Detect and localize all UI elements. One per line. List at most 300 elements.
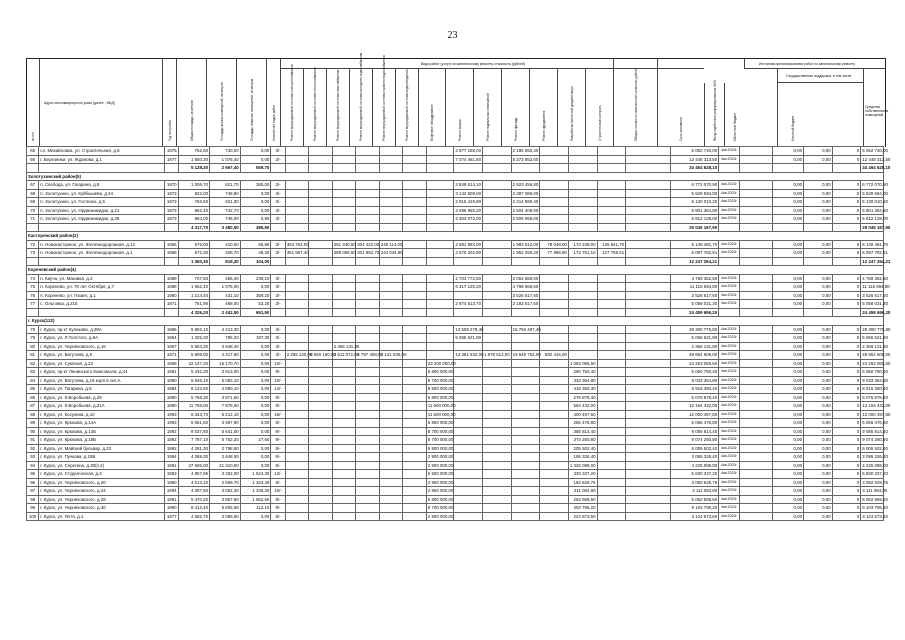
cell-e2 [309,453,333,462]
cell-e5 [379,495,403,504]
cell-x1 [626,359,671,368]
cell-a1: 1 214,40 [179,291,210,300]
cell-a3: 1 524,30 [240,470,271,479]
cell-t: 9/- [271,427,285,436]
cell-ctrl [597,385,626,394]
cell-e3 [332,444,356,453]
header-col-address [39,59,162,147]
cell-e1 [285,436,309,445]
header-label: Количество видов работ [271,104,276,141]
cell-a2: 4 413,30 [210,325,241,334]
cell-t: 10/- [271,376,285,385]
cell-facade [511,461,540,470]
cell-e5 [379,283,403,292]
cell-addr: г. Курск, ул. Майский бульвар, д.22 [39,444,165,453]
cell-f3: 0 [832,206,861,215]
cell-term: 4кв.2023г [719,487,739,496]
cell-facade [511,512,540,521]
table-row [27,359,884,368]
cell-e1 [285,274,309,283]
cell-e4 [356,461,380,470]
cell-own: 5 066 621,90 [862,335,888,341]
cell-f3: 0 [832,512,861,521]
cell-term: 4кв.2023г [719,351,739,360]
cell-a2: 3 967,90 [210,419,241,428]
cell-ctrl [597,257,626,266]
section-title: Касторенский район(2) [27,232,884,241]
table-header [26,52,889,147]
cell-f2: 0,00 [804,410,833,419]
header-label: Ремонт внутридомовой системы теплоснабжения [313,67,317,141]
cell-f1: 0,00 [773,342,804,351]
cell-f3: 0 [832,478,861,487]
cell-e3 [332,470,356,479]
cell-x1 [626,495,671,504]
cell-term: 4кв.2023г [719,410,739,419]
cell-e3 [332,461,356,470]
cell-f3: 0 [832,181,861,190]
cell-vent [483,198,512,207]
cell-e3 [332,478,356,487]
cell-addr: п. Золотухино, ул. Гостенко, д.5 [39,198,165,207]
cell-x2 [739,325,773,334]
cell-f2: 0,00 [804,470,833,479]
cell-addr: п. Новокасторное, ул. Железнодорожная, д.12 [39,240,165,249]
cell-year: 1988 [165,283,179,292]
cell-t: 3/- [271,342,285,351]
cell-total: 34 464 628,10 [671,164,719,173]
cell-e6 [403,300,427,309]
cell-addr: п. Новокасторное, ул. Железнодорожная, д.1 [39,249,165,258]
cell-a2: 410,60 [210,240,241,249]
cell-x2 [739,300,773,309]
cell-lift [426,189,454,198]
cell-roof: 3 296 955,20 [455,207,482,213]
header-label: Общая площадь, кв.метров [189,100,194,141]
cell-lift: 8 700 000,00 [427,505,454,511]
cell-roof [454,461,483,470]
cell-ctrl [597,342,626,351]
cell-x2 [739,334,773,343]
cell-e2 [309,223,333,232]
cell-f2: 0,00 [804,402,833,411]
cell-total: 11 115 694,80 [671,283,719,292]
cell-e4 [356,274,380,283]
cell-e6 [403,164,427,173]
cell-f2: 0,00 [804,393,833,402]
cell-vent [483,147,512,156]
cell-f2: 0,00 [804,495,833,504]
cell-year: 1986 [165,325,179,334]
cell-ctrl [597,215,626,224]
cell-f1: 0,00 [773,283,804,292]
cell-e2 [309,325,333,334]
cell-vent [483,376,512,385]
cell-lift: 8 500 000,00 [427,386,454,392]
cell-e1 [285,164,309,173]
cell-term: 4кв.2023г [719,444,739,453]
cell-f3: 0 [832,444,861,453]
cell-proj [568,223,597,232]
cell-x1 [626,215,671,224]
cell-n: 75 [27,283,39,292]
cell-f2: 0,00 [804,189,833,198]
cell-a3: 0,00 [240,206,271,215]
cell-x2 [739,444,773,453]
cell-e3 [332,453,356,462]
cell-x2 [739,436,773,445]
cell-f1: 0,00 [773,206,804,215]
cell-x2 [739,376,773,385]
cell-a2: 748,80 [210,189,241,198]
cell-t [271,164,285,173]
cell-e6 [403,249,427,258]
cell-year: 1992 [165,444,179,453]
cell-lift [426,181,454,190]
work-type-header [303,69,326,147]
cell-a2: 468,00 [210,300,241,309]
cell-e5 [379,376,403,385]
cell-f1: 0,00 [773,470,804,479]
cell-fnd [540,308,569,317]
cell-vent [483,402,512,411]
cell-e2 [309,512,333,521]
cell-f1: 0,00 [773,427,804,436]
cell-year: 1956 [165,240,179,249]
cell-own: 5 062 740,00 [862,148,888,154]
cell-a2: 431,10 [210,291,241,300]
cell-a1: 751,90 [179,300,210,309]
cell-e2 [309,215,333,224]
cell-f1 [773,223,804,232]
cell-vent [483,274,512,283]
cell-a1: 7 787,10 [179,436,210,445]
cell-t: 9/- [271,419,285,428]
cell-x1 [626,257,671,266]
cell-own: 6 005 502,40 [862,445,888,451]
header-label: Ремонт внутридомовой системы газоснабжения [336,69,340,141]
cell-a1: 5 554,30 [179,342,210,351]
cell-year: 1984 [165,385,179,394]
cell-lift [426,155,454,164]
cell-e3 [332,283,356,292]
cell-e4 [356,223,380,232]
cell-proj: 1 325 088,00 [569,462,596,468]
cell-t: 16/- [271,410,285,419]
cell-e6 [403,376,427,385]
cell-e6 [403,257,427,266]
cell-f2: 0,00 [804,325,833,334]
cell-e3 [332,300,356,309]
cell-a3: 0,00 [240,385,271,394]
cell-ctrl: 126 841,70 [597,240,626,249]
cell-e2 [309,410,333,419]
cell-addr: г. Курск, ул. Ялтя, д.1 [39,512,165,521]
cell-facade [511,223,540,232]
cell-x1 [626,410,671,419]
cell-fnd [540,478,569,487]
cell-x2 [739,240,773,249]
cell-e1 [285,427,309,436]
cell-a1: 4 069,30 [179,453,210,462]
cell-e2: 6 650 160,00 [310,352,336,358]
cell-lift: 2 900 000,00 [427,488,454,494]
work-type-header [704,80,724,147]
cell-lift: 11 600 000,00 [427,403,456,409]
cell-x2 [739,427,773,436]
cell-e1 [285,487,309,496]
cell-e3 [332,291,356,300]
cell-addr: г. Курск, ул. Ватутина, д.16 корп.5 лит.А [39,376,165,385]
cell-year: 1973 [165,215,179,224]
cell-facade [511,453,540,462]
cell-e4 [356,300,380,309]
cell-t [271,308,285,317]
cell-a1: 5 808,00 [179,351,210,360]
cell-e6 [403,410,427,419]
cell-x1 [626,181,671,190]
cell-e4 [356,308,380,317]
cell-roof [454,444,483,453]
cell-e4: 301 962,70 [357,250,380,256]
cell-t: 9/- [271,436,285,445]
cell-a3: 197,30 [240,334,271,343]
cell-facade: 2 214 590,40 [512,199,539,205]
cell-term: 4кв.2023г [719,376,739,385]
cell-proj: 172 751,10 [568,249,597,258]
cell-f2: 0,00 [804,419,833,428]
table-row [27,453,884,462]
cell-n: 77 [27,300,39,309]
cell-x2 [739,453,773,462]
cell-e1 [285,300,309,309]
cell-own: 5 801 364,80 [862,207,888,213]
cell-fnd [540,427,569,436]
cell-e5 [379,393,403,402]
cell-e4 [356,504,380,513]
cell-e2 [309,300,333,309]
cell-fnd [540,487,569,496]
cell-a1: 5 551,60 [179,419,210,428]
cell-e4: 4 797 408,00 [357,352,383,358]
cell-x1 [626,470,671,479]
cell-roof [454,419,483,428]
cell-roof: 3 303 072,00 [455,216,482,222]
cell-fnd [540,334,569,343]
cell-x2 [739,385,773,394]
cell-t: 3/- [271,155,285,164]
section-row [27,317,884,326]
cell-f2 [804,164,833,173]
header-state-group [777,69,863,83]
work-type-header [445,69,473,147]
cell-a1: 4 326,20 [179,308,210,317]
cell-n: 92 [27,444,39,453]
cell-roof: 13 381 632,00 [455,352,484,358]
cell-e1 [285,385,309,394]
cell-ctrl [597,376,626,385]
cell-lift [426,308,454,317]
cell-fnd [540,436,569,445]
cell-a1: 5 432,30 [179,368,210,377]
cell-fnd [540,181,569,190]
cell-fnd [540,291,569,300]
cell-x1 [626,206,671,215]
cell-f2: 0,00 [804,453,833,462]
cell-f3: 0 [832,393,861,402]
cell-e1 [285,359,309,368]
cell-e4 [356,393,380,402]
header-label: Местный бюджет [790,115,795,141]
cell-x2 [739,283,773,292]
cell-addr: г. Курск, ул. Ватутина, д.5 [39,351,165,360]
work-type-header [326,69,349,147]
cell-proj [568,198,597,207]
cell-proj [568,274,597,283]
cell-e1 [285,257,309,266]
cell-e1 [285,147,309,156]
cell-own: 2 366 131,80 [862,343,888,349]
cell-addr: г. Курск, ул. Черняховского, д.24 [39,487,165,496]
subtotal-row [27,223,884,232]
cell-a2: 5 083,10 [210,376,241,385]
cell-own: 12 000 497,60 [862,411,891,417]
cell-facade: 2 504 409,60 [512,207,539,213]
cell-a3: 0,00 [240,198,271,207]
cell-a3: 0,00 [240,410,271,419]
cell-e6 [403,444,427,453]
cell-e2 [309,342,333,351]
cell-a1: 5 128,30 [179,164,210,173]
cell-a1: 4 013,10 [179,478,210,487]
cell-lift [426,325,454,334]
cell-own: 8 916 350,40 [862,386,888,392]
cell-own: 24 459 696,20 [862,309,891,315]
cell-e2 [309,487,333,496]
cell-t: 3/- [271,351,285,360]
cell-t [271,257,285,266]
work-type-header [372,55,395,147]
header-label: Фонд содействия реформированию ЖКХ [712,80,717,141]
cell-facade [511,470,540,479]
cell-a1: 5 470,20 [179,495,210,504]
cell-a2: 2 442,50 [210,308,241,317]
cell-ctrl [597,206,626,215]
cell-e2 [309,240,333,249]
cell-e2 [309,402,333,411]
cell-year: 1971 [165,300,179,309]
section-title: Кореневский район(4) [27,266,884,275]
cell-ctrl [597,436,626,445]
cell-e6 [403,181,427,190]
cell-proj: 374 260,80 [568,436,597,445]
cell-vent: 1 878 512,00 [484,352,510,358]
cell-term: 4кв.2023г [719,240,739,249]
cell-year: 1958 [165,249,179,258]
cell-year: 1954 [165,334,179,343]
cell-term: 4кв.2023г [719,436,739,445]
cell-e5 [379,147,403,156]
cell-fnd [540,206,569,215]
cell-a2: 3 098,50 [210,512,241,521]
table-row [27,300,884,309]
cell-own: 34 464 628,10 [862,165,891,171]
cell-ctrl [597,283,626,292]
header-col-num [27,59,39,147]
cell-a1: 672,30 [179,249,210,258]
cell-e4 [356,436,380,445]
cell-a1: 8 343,70 [179,410,210,419]
cell-t: 9/- [271,512,285,521]
cell-a2: 15 170,70 [210,359,241,368]
cell-term: 4кв.2023г [719,291,739,300]
cell-e5 [379,487,403,496]
cell-e5 [379,444,403,453]
cell-e1 [285,376,309,385]
cell-a1: 27 606,00 [179,461,210,470]
cell-x1 [626,402,671,411]
table-row [27,189,884,198]
cell-vent [483,342,512,351]
cell-proj: 211 084,80 [568,487,597,496]
table-row [27,436,884,445]
cell-f1: 0,00 [773,249,804,258]
cell-e3 [332,495,356,504]
table-row [27,410,884,419]
cell-term: 4кв.2023г [719,368,739,377]
cell-e1: 354 764,00 [286,241,309,247]
cell-lift: 5 800 000,00 [427,496,454,502]
cell-vent [483,461,512,470]
cell-f2: 0,00 [804,155,833,164]
cell-lift: 8 700 000,00 [427,377,454,383]
cell-e2 [309,478,333,487]
cell-e5 [379,419,403,428]
cell-a3: 0,00 [240,147,271,156]
cell-e5 [379,223,403,232]
header-label: Общая стоимость капитального ремонта, рублей [633,68,638,141]
cell-e3 [332,504,356,513]
cell-e5 [379,215,403,224]
cell-f1 [773,164,804,173]
cell-roof [454,223,483,232]
cell-a1: 8 122,60 [179,385,210,394]
cell-f1: 0,00 [773,368,804,377]
cell-a1: 4 682,70 [179,512,210,521]
header-label: Ремонт внутридомовой системы горячего водоснабжения [382,55,386,141]
header-label: Год постройки [167,119,172,141]
cell-e1 [285,470,309,479]
cell-total: 12 247 264,21 [671,257,719,266]
cell-e5 [379,504,403,513]
cell-ctrl [597,291,626,300]
cell-vent [483,291,512,300]
cell-n: 88 [27,410,39,419]
cell-a3: 0,00 [240,155,271,164]
cell-e1 [285,368,309,377]
cell-own: 4 759 352,50 [862,275,888,281]
cell-own: 3 111 084,80 [862,488,888,494]
cell-a1: 22 147,20 [179,359,210,368]
cell-f1: 0,00 [773,402,804,411]
cell-own: 9 033 364,80 [862,377,888,383]
cell-x2 [739,249,773,258]
cell-a2: 3 252,00 [210,470,241,479]
cell-year [165,164,179,173]
cell-proj [568,291,597,300]
cell-t: 3/- [271,198,285,207]
cell-facade [511,368,540,377]
